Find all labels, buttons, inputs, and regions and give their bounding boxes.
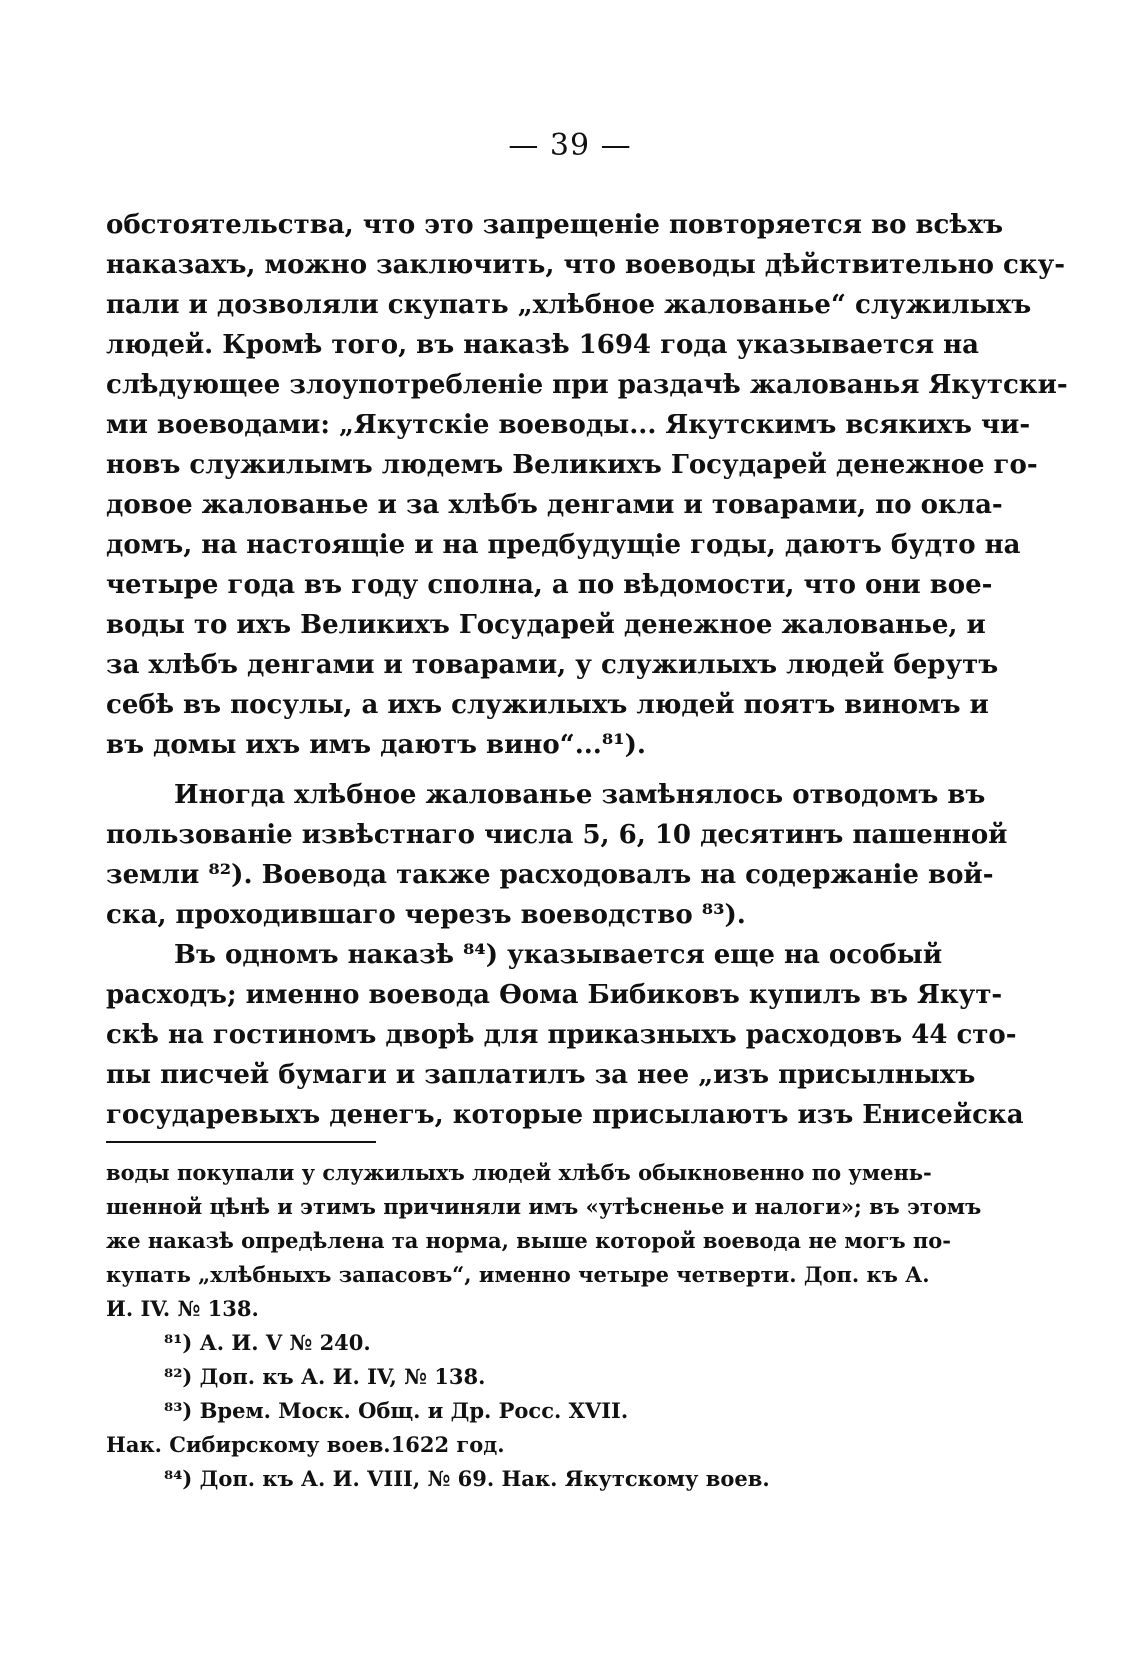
text-line: себѣ въ посулы, а ихъ служилыхъ людей поятъ виномъ и xyxy=(106,690,989,720)
footnote-line: шенной цѣнѣ и этимъ причиняли имъ «утѣсненье и налоги»; въ этомъ xyxy=(106,1194,982,1219)
text-line: государевыхъ денегъ, которые присылаютъ изъ Енисейска xyxy=(106,1100,1024,1130)
text-line: за хлѣбъ денгами и товарами, у служилыхъ людей берутъ xyxy=(106,650,999,680)
text-line: четыре года въ году сполна, а по вѣдомости, что они вое- xyxy=(106,570,993,600)
text-line: скѣ на гостиномъ дворѣ для приказныхъ расходовъ 44 сто- xyxy=(106,1020,1017,1050)
text-line: Въ одномъ наказѣ ⁸⁴) указывается еще на особый xyxy=(174,940,943,970)
text-line: пользованіе извѣстнаго числа 5, 6, 10 десятинъ пашенной xyxy=(106,820,1008,850)
text-line: слѣдующее злоупотребленіе при раздачѣ жалованья Якутски- xyxy=(106,370,1068,400)
text-line: людей. Кромѣ того, въ наказѣ 1694 года указывается на xyxy=(106,330,980,360)
footnote-line: И. IV. № 138. xyxy=(106,1296,259,1321)
text-line: наказахъ, можно заключить, что воеводы дѣйствительно ску- xyxy=(106,250,1066,280)
text-line: ми воеводами: „Якутскіе воеводы... Якутскимъ всякихъ чи- xyxy=(106,410,1031,440)
text-line: пали и дозволяли скупать „хлѣбное жалованье“ служилыхъ xyxy=(106,290,1032,320)
text-line: домъ, на настоящіе и на предбудущіе годы, даютъ будто на xyxy=(106,530,1021,560)
page-number: — 39 — xyxy=(508,128,632,163)
footnote-line: воды покупали у служилыхъ людей хлѣбъ обыкновенно по умень- xyxy=(106,1160,932,1185)
text-line: земли ⁸²). Воевода также расходовалъ на содержаніе вой- xyxy=(106,860,994,890)
text-line: воды то ихъ Великихъ Государей денежное жалованье, и xyxy=(106,610,986,640)
footnote-line: же наказѣ опредѣлена та норма, выше которой воевода не могъ по- xyxy=(106,1228,952,1253)
text-line: обстоятельства, что это запрещеніе повторяется во всѣхъ xyxy=(106,210,1004,240)
footnote-81: ⁸¹) А. И. V № 240. xyxy=(164,1330,371,1355)
footnote-83: ⁸³) Врем. Моск. Общ. и Др. Росс. XVII. xyxy=(164,1398,629,1423)
footnotes xyxy=(106,1156,982,1496)
footnote-84: ⁸⁴) Доп. къ А. И. VIII, № 69. Нак. Якутскому воев. xyxy=(164,1466,770,1491)
footnote-line: Нак. Сибирскому воев.1622 год. xyxy=(106,1432,505,1457)
text-line: расходъ; именно воевода Ѳома Бибиковъ купилъ въ Якут- xyxy=(106,980,1003,1010)
text-line: пы писчей бумаги и заплатилъ за нее „изъ присылныхъ xyxy=(106,1060,976,1090)
footnote-divider xyxy=(106,1141,376,1143)
text-line: Иногда хлѣбное жалованье замѣнялось отводомъ въ xyxy=(174,780,986,810)
footnote-line: купать „хлѣбныхъ запасовъ“, именно четыре четверти. Доп. къ А. xyxy=(106,1262,930,1287)
text-line: въ домы ихъ имъ даютъ вино“...⁸¹). xyxy=(106,730,646,760)
text-line: новъ служилымъ людемъ Великихъ Государей денежное го- xyxy=(106,450,1038,480)
footnote-82: ⁸²) Доп. къ А. И. IV, № 138. xyxy=(164,1364,486,1389)
text-line: довое жалованье и за хлѣбъ денгами и товарами, по окла- xyxy=(106,490,1003,520)
text-line: ска, проходившаго черезъ воеводство ⁸³). xyxy=(106,900,746,930)
main-text xyxy=(106,205,1068,1135)
